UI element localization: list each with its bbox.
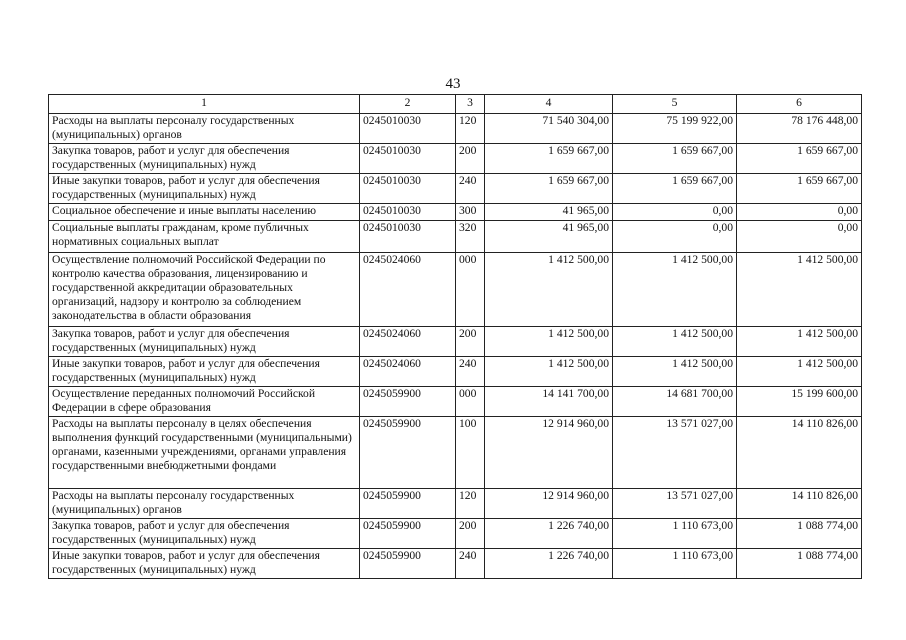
table-row	[49, 204, 862, 221]
amount-year2-cell: 0,00	[613, 204, 737, 221]
amount-year3-cell: 1 412 500,00	[737, 357, 862, 387]
expense-type-cell: 200	[456, 519, 485, 549]
amount-year2-cell: 13 571 027,00	[613, 417, 737, 489]
target-code-cell: 0245059900	[360, 417, 456, 489]
amount-year2-cell: 1 110 673,00	[613, 549, 737, 579]
amount-year3-cell: 1 412 500,00	[737, 253, 862, 327]
expense-type-cell: 000	[456, 387, 485, 417]
target-code-cell: 0245024060	[360, 357, 456, 387]
column-header: 5	[613, 95, 737, 114]
amount-year3-cell: 14 110 826,00	[737, 489, 862, 519]
target-code-cell: 0245024060	[360, 327, 456, 357]
amount-year1-cell: 1 226 740,00	[485, 519, 613, 549]
amount-year3-cell: 0,00	[737, 204, 862, 221]
amount-year1-cell: 1 412 500,00	[485, 357, 613, 387]
table-row	[49, 549, 862, 579]
amount-year3-cell: 78 176 448,00	[737, 114, 862, 144]
amount-year1-cell: 41 965,00	[485, 204, 613, 221]
table-row	[49, 114, 862, 144]
column-header: 4	[485, 95, 613, 114]
target-code-cell: 0245010030	[360, 204, 456, 221]
column-header: 1	[49, 95, 360, 114]
expense-name-cell: Закупка товаров, работ и услуг для обеспечения государственных (муниципальных) нужд	[49, 519, 360, 549]
amount-year1-cell: 1 659 667,00	[485, 174, 613, 204]
amount-year1-cell: 12 914 960,00	[485, 417, 613, 489]
expense-name-cell: Расходы на выплаты персоналу государственных (муниципальных) органов	[49, 489, 360, 519]
expense-type-cell: 240	[456, 357, 485, 387]
table-row	[49, 144, 862, 174]
expense-name-cell: Расходы на выплаты персоналу государственных (муниципальных) органов	[49, 114, 360, 144]
amount-year1-cell: 14 141 700,00	[485, 387, 613, 417]
expense-name-cell: Иные закупки товаров, работ и услуг для обеспечения государственных (муниципальных) нужд	[49, 174, 360, 204]
amount-year1-cell: 1 659 667,00	[485, 144, 613, 174]
target-code-cell: 0245010030	[360, 114, 456, 144]
amount-year2-cell: 14 681 700,00	[613, 387, 737, 417]
amount-year2-cell: 1 412 500,00	[613, 253, 737, 327]
table-body	[49, 114, 862, 579]
expense-type-cell: 000	[456, 253, 485, 327]
amount-year3-cell: 1 088 774,00	[737, 549, 862, 579]
amount-year1-cell: 1 412 500,00	[485, 327, 613, 357]
target-code-cell: 0245059900	[360, 489, 456, 519]
table-row	[49, 387, 862, 417]
expense-type-cell: 120	[456, 114, 485, 144]
amount-year1-cell: 12 914 960,00	[485, 489, 613, 519]
table-row	[49, 327, 862, 357]
expense-name-cell: Социальное обеспечение и иные выплаты населению	[49, 204, 360, 221]
amount-year3-cell: 1 412 500,00	[737, 327, 862, 357]
expense-type-cell: 240	[456, 549, 485, 579]
table-row	[49, 221, 862, 253]
table-row	[49, 489, 862, 519]
amount-year2-cell: 1 412 500,00	[613, 357, 737, 387]
amount-year2-cell: 0,00	[613, 221, 737, 253]
table-row	[49, 174, 862, 204]
expense-type-cell: 100	[456, 417, 485, 489]
target-code-cell: 0245010030	[360, 144, 456, 174]
amount-year3-cell: 15 199 600,00	[737, 387, 862, 417]
amount-year3-cell: 1 659 667,00	[737, 144, 862, 174]
expense-name-cell: Расходы на выплаты персоналу в целях обеспечения выполнения функций государственными (муниципальными) органами, казенными учреждениями, органами управления государственными внебюджетными фондами	[49, 417, 360, 489]
amount-year1-cell: 1 412 500,00	[485, 253, 613, 327]
column-header: 3	[456, 95, 485, 114]
expense-name-cell: Социальные выплаты гражданам, кроме публичных нормативных социальных выплат	[49, 221, 360, 253]
target-code-cell: 0245059900	[360, 519, 456, 549]
column-header: 2	[360, 95, 456, 114]
expense-type-cell: 120	[456, 489, 485, 519]
amount-year2-cell: 1 659 667,00	[613, 174, 737, 204]
table-row	[49, 519, 862, 549]
amount-year2-cell: 75 199 922,00	[613, 114, 737, 144]
table-header	[49, 95, 862, 114]
expense-type-cell: 200	[456, 144, 485, 174]
target-code-cell: 0245010030	[360, 221, 456, 253]
page-number: 43	[445, 76, 461, 92]
column-header: 6	[737, 95, 862, 114]
amount-year2-cell: 1 659 667,00	[613, 144, 737, 174]
expense-type-cell: 240	[456, 174, 485, 204]
expense-name-cell: Иные закупки товаров, работ и услуг для обеспечения государственных (муниципальных) нужд	[49, 549, 360, 579]
table-row	[49, 253, 862, 327]
table-row	[49, 357, 862, 387]
expense-name-cell: Осуществление полномочий Российской Федерации по контролю качества образования, лицензированию и государственной аккредитации образовательных организаций, надзору и контролю за соблюдением законодательства в области образования	[49, 253, 360, 327]
expense-type-cell: 200	[456, 327, 485, 357]
amount-year3-cell: 14 110 826,00	[737, 417, 862, 489]
expense-name-cell: Осуществление переданных полномочий Российской Федерации в сфере образования	[49, 387, 360, 417]
expense-type-cell: 300	[456, 204, 485, 221]
amount-year3-cell: 1 088 774,00	[737, 519, 862, 549]
expense-name-cell: Иные закупки товаров, работ и услуг для обеспечения государственных (муниципальных) нужд	[49, 357, 360, 387]
amount-year2-cell: 13 571 027,00	[613, 489, 737, 519]
header-row	[49, 95, 862, 114]
budget-table	[48, 94, 862, 579]
target-code-cell: 0245024060	[360, 253, 456, 327]
amount-year3-cell: 1 659 667,00	[737, 174, 862, 204]
target-code-cell: 0245059900	[360, 387, 456, 417]
table-row	[49, 417, 862, 489]
expense-name-cell: Закупка товаров, работ и услуг для обеспечения государственных (муниципальных) нужд	[49, 327, 360, 357]
amount-year3-cell: 0,00	[737, 221, 862, 253]
amount-year2-cell: 1 110 673,00	[613, 519, 737, 549]
target-code-cell: 0245059900	[360, 549, 456, 579]
expense-type-cell: 320	[456, 221, 485, 253]
target-code-cell: 0245010030	[360, 174, 456, 204]
amount-year1-cell: 1 226 740,00	[485, 549, 613, 579]
amount-year2-cell: 1 412 500,00	[613, 327, 737, 357]
expense-name-cell: Закупка товаров, работ и услуг для обеспечения государственных (муниципальных) нужд	[49, 144, 360, 174]
amount-year1-cell: 71 540 304,00	[485, 114, 613, 144]
amount-year1-cell: 41 965,00	[485, 221, 613, 253]
